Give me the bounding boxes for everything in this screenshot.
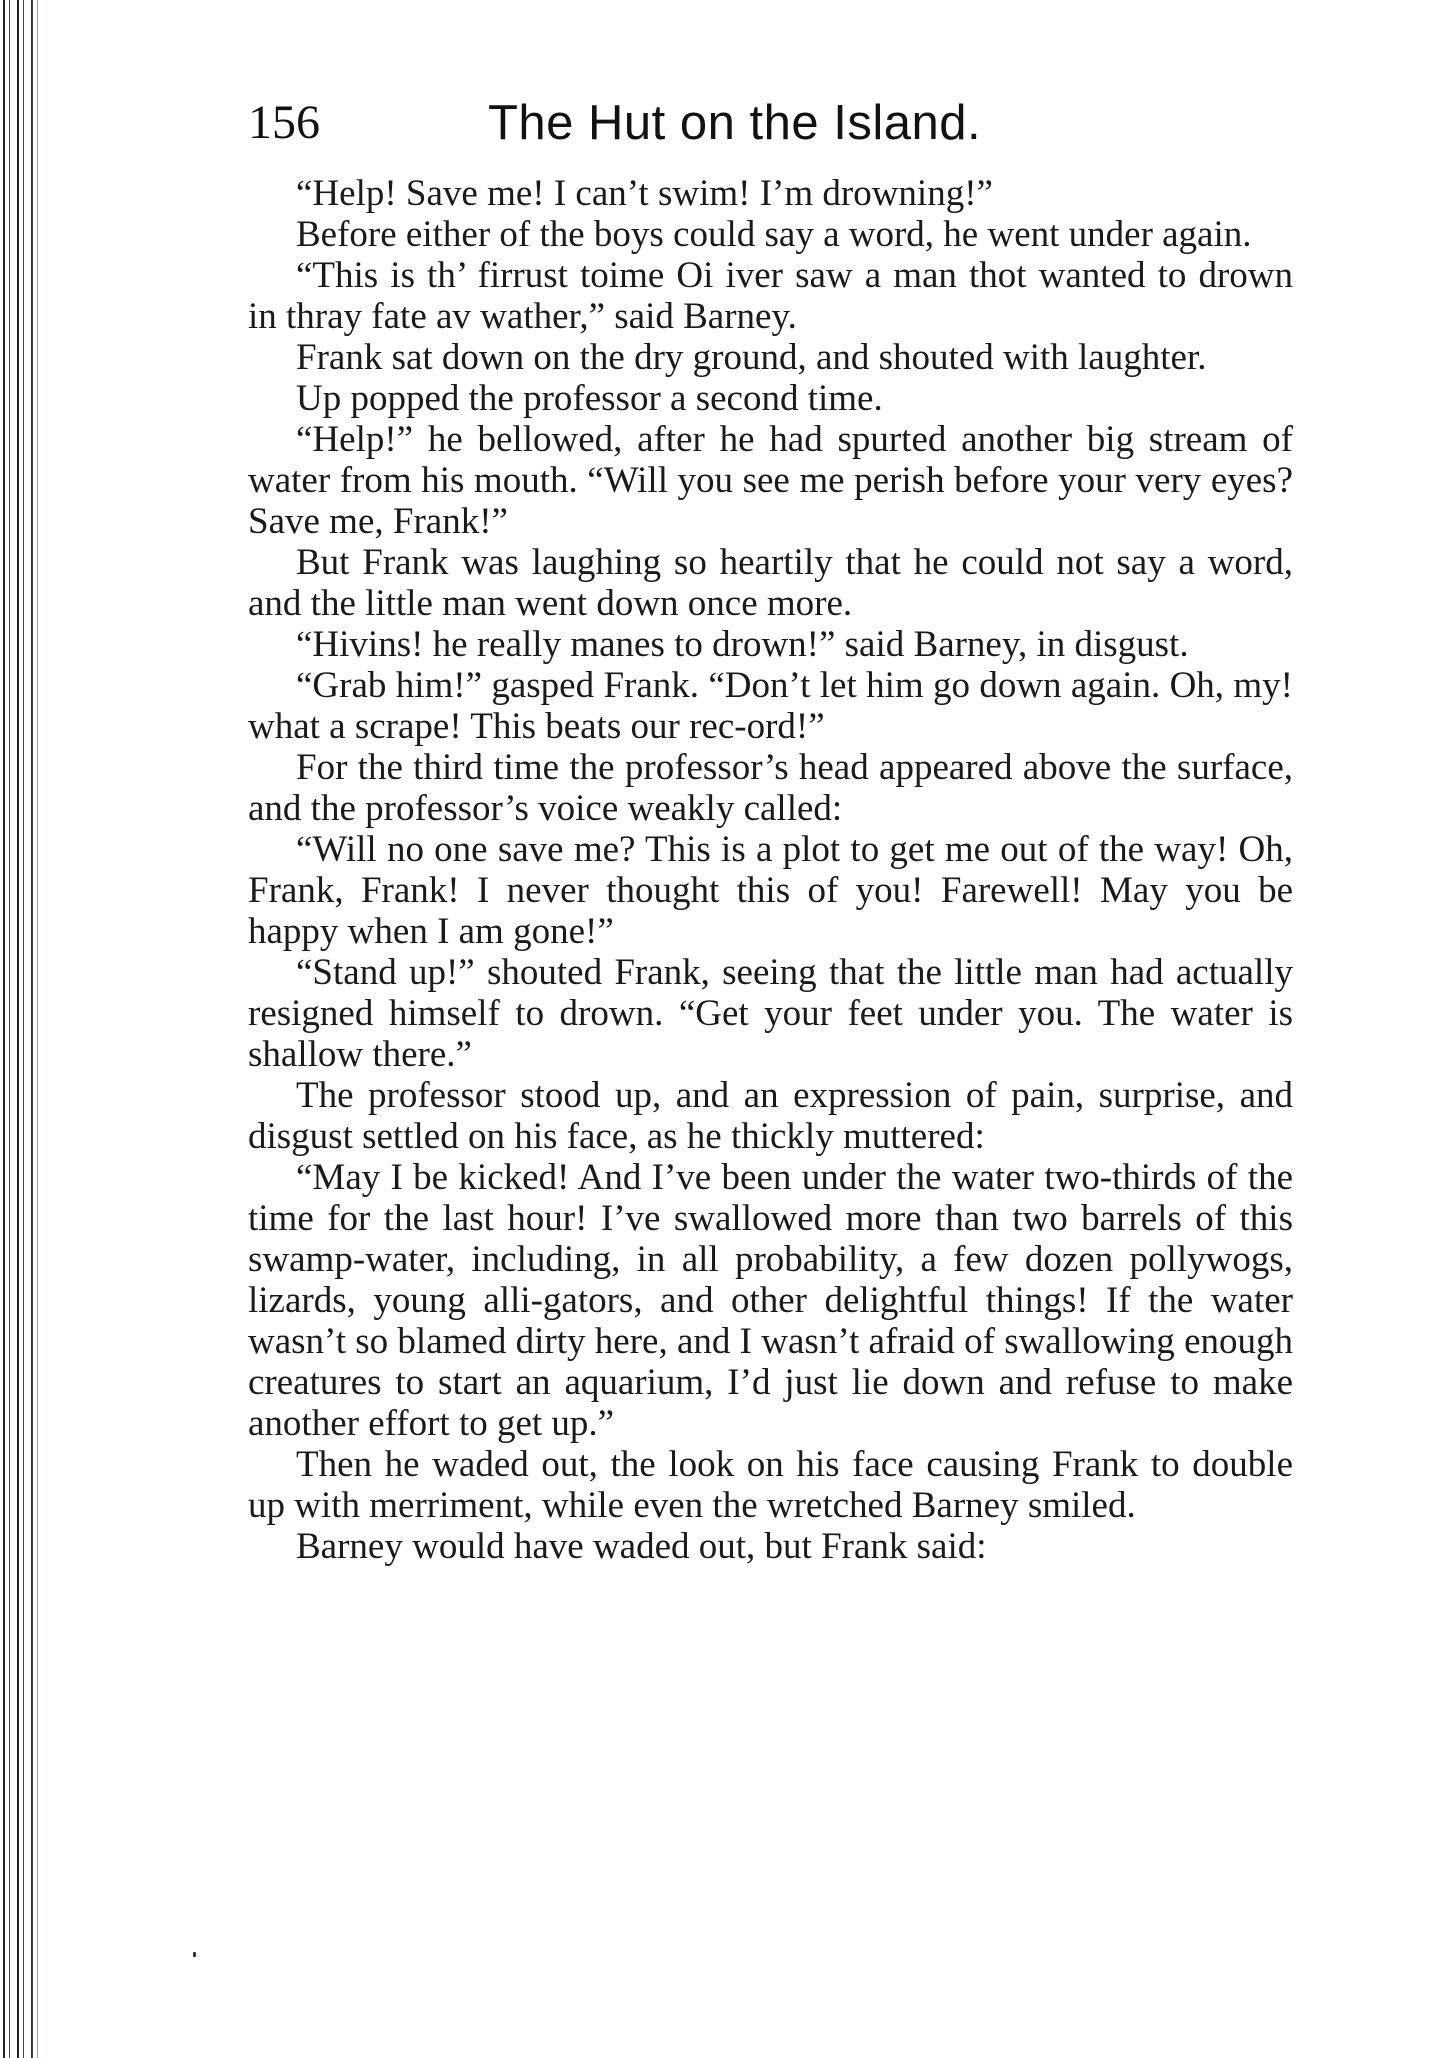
paragraph: Before either of the boys could say a word, he went under again.: [296, 214, 1252, 255]
paragraph: Barney would have waded out, but Frank said:: [296, 1526, 987, 1567]
running-title: The Hut on the Island.: [488, 96, 982, 150]
paragraph: Up popped the professor a second time.: [296, 378, 883, 419]
book-page: [248, 95, 1293, 1567]
paragraph: “Stand up!” shouted Frank, seeing that the little man had actually resigned himself to drown. “Get your feet under you. The water is shallow there.”: [248, 952, 1293, 1075]
paragraph: “May I be kicked! And I’ve been under the water two-thirds of the time for the last hour! I’ve swallowed more than two barrels of this swamp-water, including, in all probability, a few dozen pollywogs, lizards, young alli-gators, and other delightful things! If the water wasn’t so blamed dirty here, and I wasn’t afraid of swallowing enough creatures to start an aquarium, I’d just lie down and refuse to make another effort to get up.”: [248, 1157, 1293, 1444]
paragraph: Frank sat down on the dry ground, and shouted with laughter.: [296, 337, 1207, 378]
page-number: 156: [248, 96, 320, 149]
body-text: [248, 173, 1293, 1567]
binding-shadow: [30, 0, 46, 2058]
paragraph: Then he waded out, the look on his face causing Frank to double up with merriment, while even the wretched Barney smiled.: [248, 1444, 1293, 1526]
running-head: [248, 95, 1293, 157]
paragraph: “Grab him!” gasped Frank. “Don’t let him go down again. Oh, my! what a scrape! This beats our rec-ord!”: [248, 665, 1293, 747]
paragraph: “Help! Save me! I can’t swim! I’m drowning!”: [296, 173, 993, 214]
paragraph: “This is th’ firrust toime Oi iver saw a man thot wanted to drown in thray fate av wather,” said Barney.: [248, 255, 1293, 337]
paragraph: The professor stood up, and an expression of pain, surprise, and disgust settled on his face, as he thickly muttered:: [248, 1075, 1293, 1157]
paragraph: “Help!” he bellowed, after he had spurted another big stream of water from his mouth. “Will you see me perish before your very eyes? Save me, Frank!”: [248, 419, 1293, 542]
print-speck: [193, 1952, 196, 1957]
paragraph: But Frank was laughing so heartily that he could not say a word, and the little man went down once more.: [248, 542, 1293, 624]
paragraph: “Hivins! he really manes to drown!” said Barney, in disgust.: [296, 624, 1189, 665]
paragraph: For the third time the professor’s head appeared above the surface, and the professor’s voice weakly called:: [248, 747, 1293, 829]
paragraph: “Will no one save me? This is a plot to get me out of the way! Oh, Frank, Frank! I never thought this of you! Farewell! May you be happy when I am gone!”: [248, 829, 1293, 952]
